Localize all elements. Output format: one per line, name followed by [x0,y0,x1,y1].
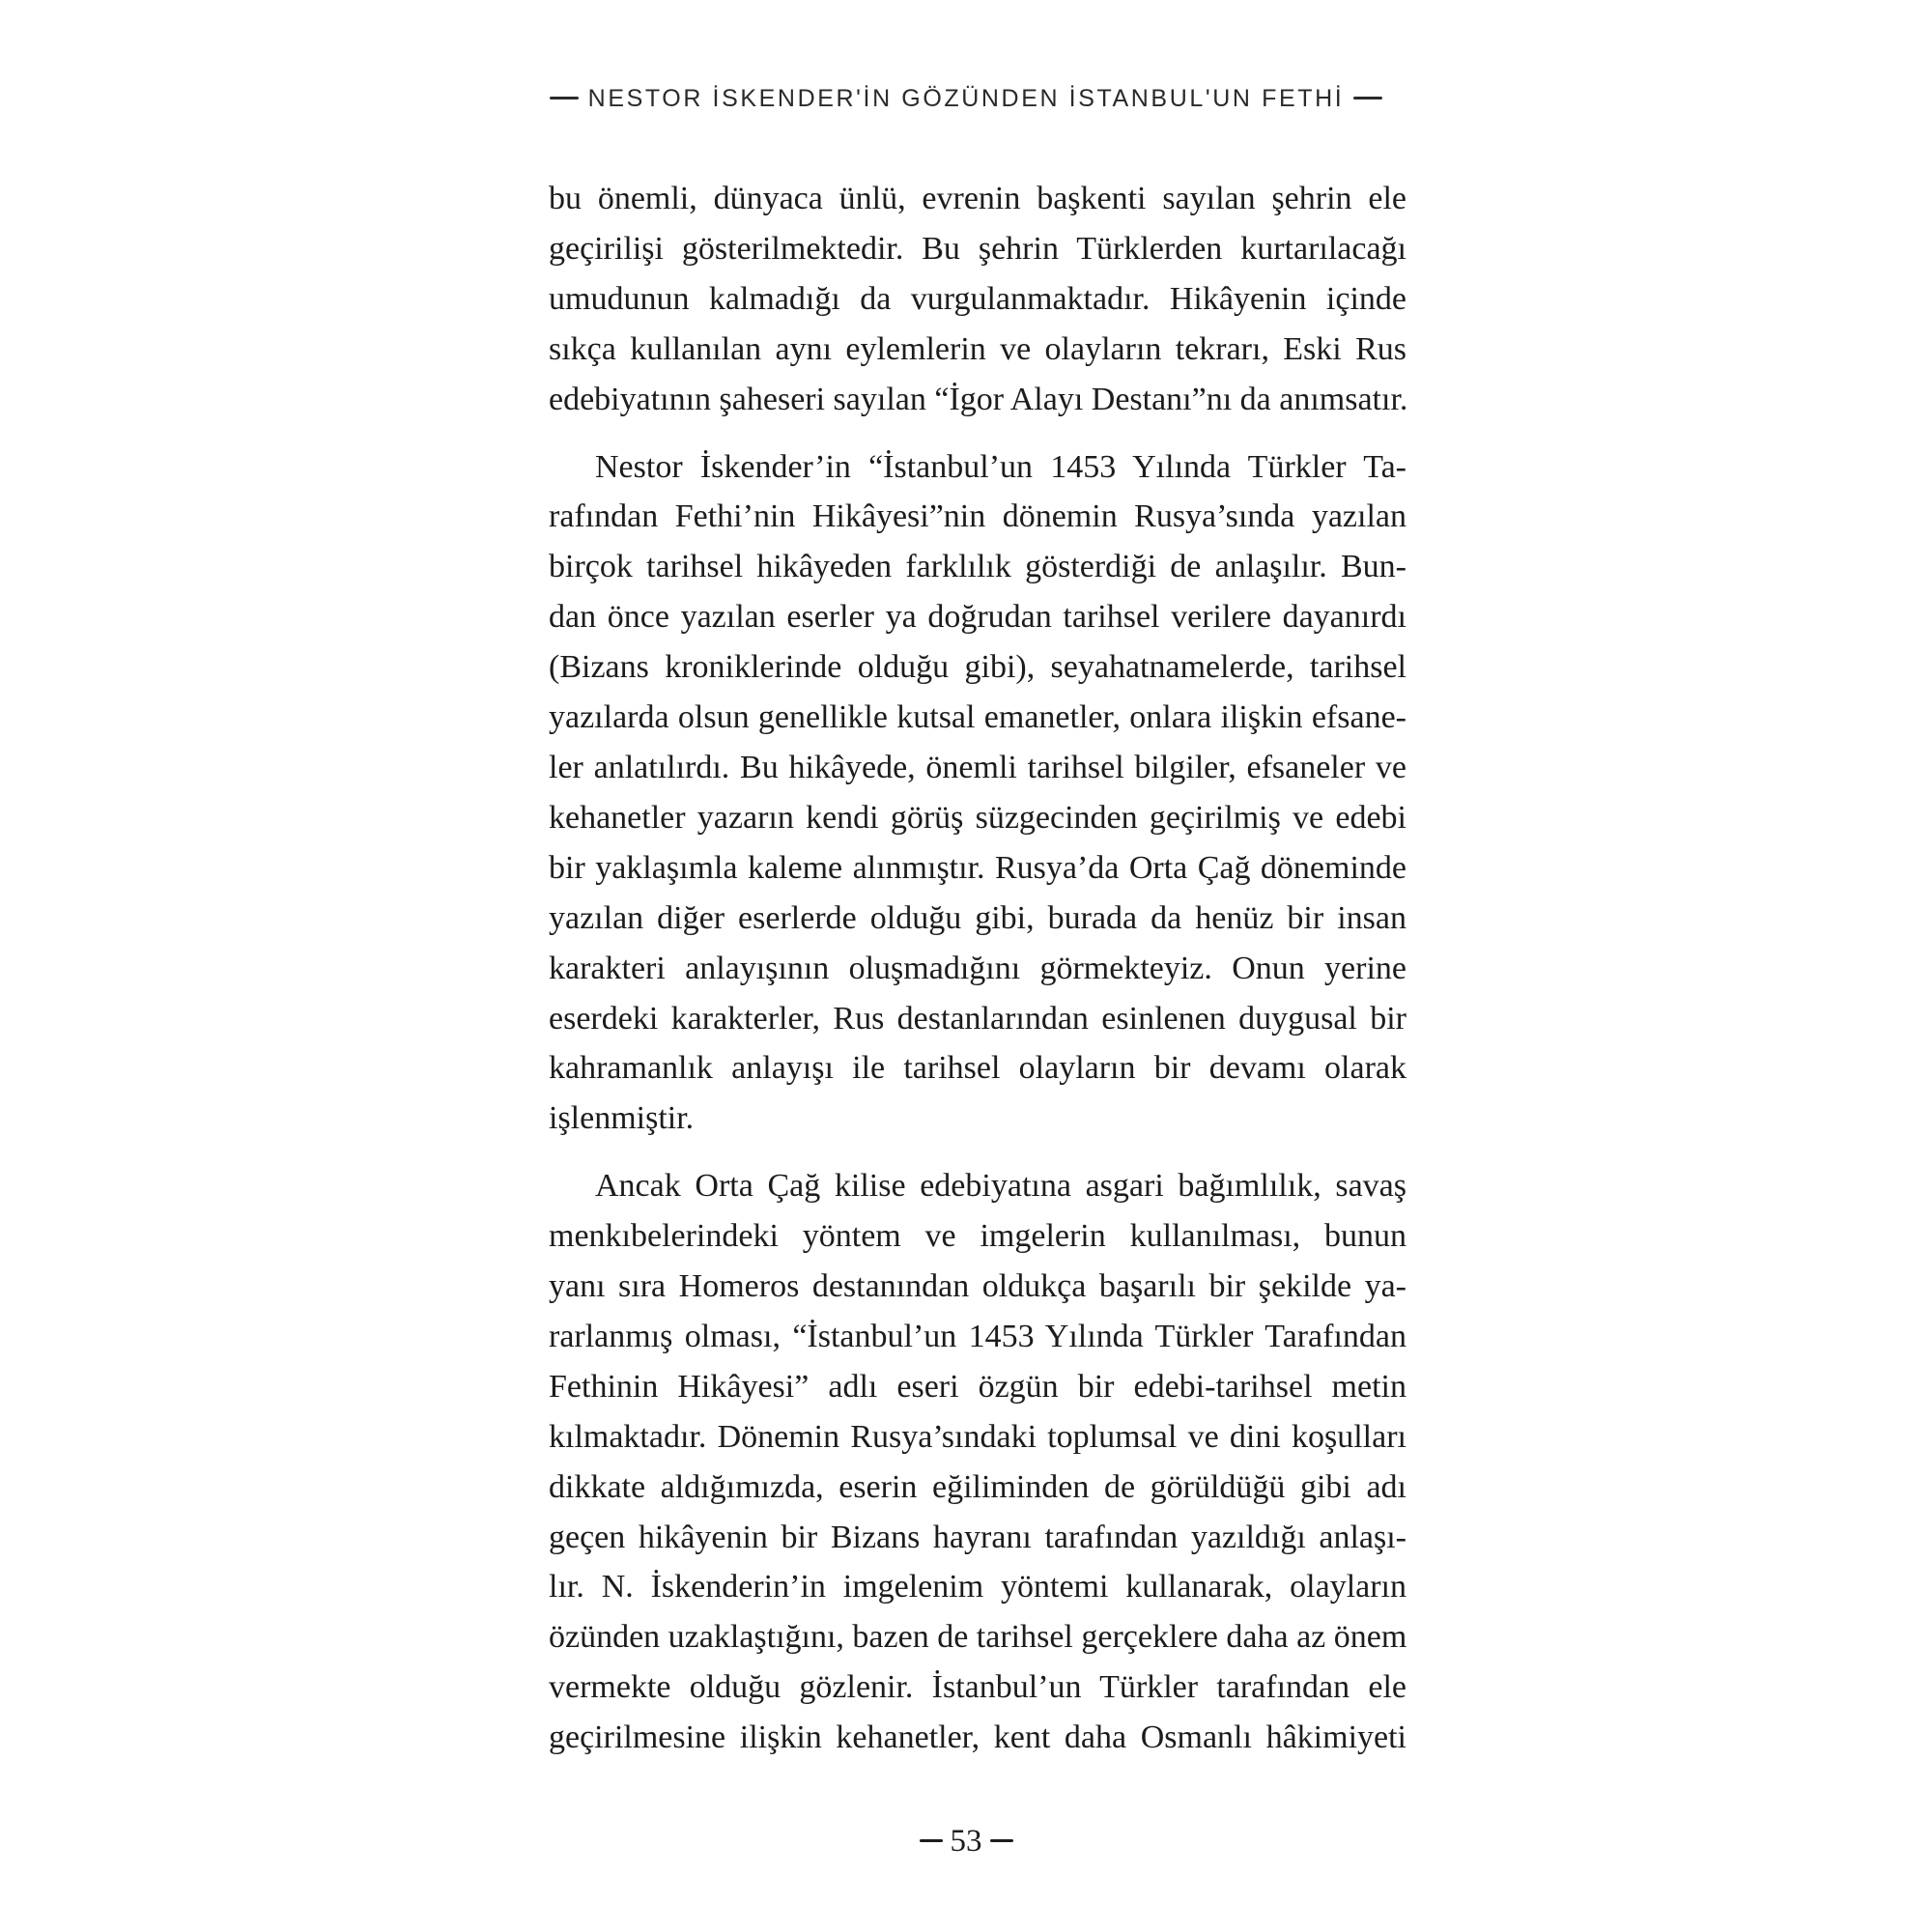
text-line: Nestor İskender’in “İstanbul’un 1453 Yılında Türkler Ta- [595,448,1406,485]
header-left-dash [550,97,579,99]
header-right-dash [1353,97,1382,99]
text-line: kahramanlık anlayışı ile tarihsel olayların bir devamı olarak [549,1050,1406,1087]
running-header [0,85,1932,113]
text-line: dan önce yazılan eserler ya doğrudan tarihsel verilere dayanırdı [549,599,1406,636]
body-text [549,174,1406,1780]
text-line: vermekte olduğu gözlenir. İstanbul’un Türkler tarafından ele [549,1669,1406,1706]
page-footer [0,1824,1932,1860]
paragraph-3 [549,1161,1406,1763]
text-line: yanı sıra Homeros destanından oldukça başarılı bir şekilde ya- [549,1268,1406,1305]
footer-left-dash [920,1839,943,1842]
text-line: kılmaktadır. Dönemin Rusya’sındaki toplumsal ve dini koşulları [549,1418,1406,1455]
paragraph-1 [549,174,1406,425]
text-line: ler anlatılırdı. Bu hikâyede, önemli tarihsel bilgiler, efsaneler ve [549,749,1406,785]
text-line: yazılan diğer eserlerde olduğu gibi, burada da henüz bir insan [549,899,1406,936]
text-line: rarlanmış olması, “İstanbul’un 1453 Yılında Türkler Tarafından [549,1318,1406,1354]
text-line: menkıbelerindeki yöntem ve imgelerin kullanılması, bunun [549,1218,1406,1255]
text-line: geçirilmesine ilişkin kehanetler, kent daha Osmanlı hâkimiyeti [549,1719,1406,1756]
text-line: geçen hikâyenin bir Bizans hayranı tarafından yazıldığı anlaşı- [549,1519,1406,1555]
text-line: kehanetler yazarın kendi görüş süzgecinden geçirilmiş ve edebi [549,799,1406,836]
text-line: bir yaklaşımla kaleme alınmıştır. Rusya’da Orta Çağ döneminde [549,849,1406,886]
text-line: rafından Fethi’nin Hikâyesi”nin dönemin Rusya’sında yazılan [549,498,1406,535]
text-line: edebiyatının şaheseri sayılan “İgor Alayı Destanı”nı da anımsatır. [549,381,1408,417]
text-line: Fethinin Hikâyesi” adlı eseri özgün bir edebi-tarihsel metin [549,1368,1406,1405]
text-line: lır. N. İskenderin’in imgelenim yöntemi kullanarak, olayların [549,1569,1406,1605]
paragraph-2 [549,442,1406,1145]
footer-right-dash [990,1839,1013,1842]
text-line: dikkate aldığımızda, eserin eğiliminden de görüldüğü gibi adı [549,1468,1406,1505]
text-line: birçok tarihsel hikâyeden farklılık gösterdiği de anlaşılır. Bun- [549,549,1406,585]
header-title: NESTOR İSKENDER'İN GÖZÜNDEN İSTANBUL'UN FETHİ [587,85,1345,112]
text-line: geçirilişi gösterilmektedir. Bu şehrin Türklerden kurtarılacağı [549,230,1406,267]
text-line: karakteri anlayışının oluşmadığını görmekteyiz. Onun yerine [549,950,1406,986]
text-line: bu önemli, dünyaca ünlü, evrenin başkenti sayılan şehrin ele [549,181,1406,216]
text-line: umudunun kalmadığı da vurgulanmaktadır. Hikâyenin içinde [549,280,1406,317]
text-line: özünden uzaklaştığını, bazen de tarihsel gerçeklere daha az önem [549,1619,1407,1656]
text-line: yazılarda olsun genellikle kutsal emanetler, onlara ilişkin efsane- [549,699,1406,736]
page-number: 53 [950,1824,982,1859]
text-line: (Bizans kroniklerinde olduğu gibi), seyahatnamelerde, tarihsel [549,649,1406,686]
text-line: Ancak Orta Çağ kilise edebiyatına asgari bağımlılık, savaş [595,1168,1406,1205]
text-line: eserdeki karakterler, Rus destanlarından esinlenen duygusal bir [549,1000,1406,1037]
text-line: sıkça kullanılan aynı eylemlerin ve olayların tekrarı, Eski Rus [549,330,1406,367]
text-line: işlenmiştir. [549,1100,695,1137]
